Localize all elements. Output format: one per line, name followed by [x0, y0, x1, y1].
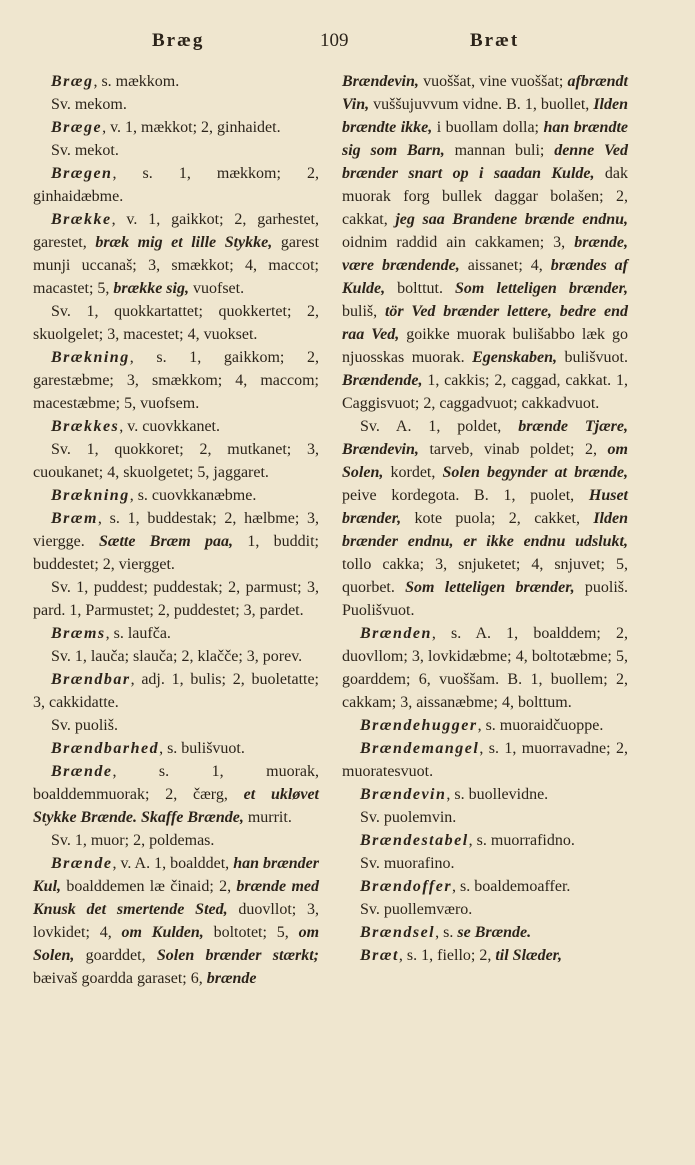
page-header: [50, 30, 645, 58]
headword: Brækning: [51, 349, 130, 366]
headword: Brægen: [51, 165, 113, 182]
definition-text: puoliš. Puolišvuot.: [342, 579, 628, 619]
headword: Brændoffer: [360, 878, 453, 895]
dictionary-entry: [342, 829, 628, 852]
dictionary-entry: [342, 921, 628, 944]
definition-text: Sv. muorafino.: [360, 855, 455, 872]
dictionary-entry: [33, 668, 319, 714]
definition-text: , s. bulišvuot.: [159, 740, 245, 757]
definition-text: Sv. 1, lauča; slauča; 2, klačče; 3, porev.: [51, 648, 303, 665]
dictionary-entry: [342, 714, 628, 737]
definition-text: , s. 1, fiello; 2,: [398, 947, 496, 964]
example-phrase: brække sig,: [113, 280, 189, 297]
definition-text: kote puola; 2, cakket,: [401, 510, 594, 527]
headword: Brækning: [51, 487, 130, 504]
definition-text: bæivaš goardda garaset; 6,: [33, 970, 207, 987]
definition-text: Sv. A. 1, poldet,: [360, 418, 519, 435]
dictionary-entry: [33, 346, 319, 415]
definition-text: kordet,: [383, 464, 443, 481]
example-phrase: jeg saa Brandene brænde endnu,: [395, 211, 629, 228]
example-phrase: han brænder Kul,: [33, 855, 319, 895]
definition-text: vuššujuvvum vidne. B. 1, buollet,: [369, 96, 594, 113]
dictionary-entry: [33, 737, 319, 760]
definition-text: murrit.: [243, 809, 292, 826]
definition-text: , s. laufča.: [105, 625, 171, 642]
definition-text: Sv. puolemvin.: [360, 809, 457, 826]
definition-text: , s. 1, buddestak; 2, hælbme; 3, viergge.: [33, 510, 319, 550]
example-phrase: brænde Tjære, Brændevin,: [342, 418, 628, 458]
definition-text: oidnim raddid ain cakkamen; 3,: [342, 234, 575, 251]
definition-text: Sv. 1, quokkartattet; quokkertet; 2, skuolgelet; 3, macestet; 4, vuokset.: [33, 303, 319, 343]
example-phrase: Brændevin,: [342, 73, 419, 90]
header-right-word: Bræt: [470, 30, 520, 51]
dictionary-entry: [33, 93, 319, 116]
dictionary-entry: [33, 622, 319, 645]
dictionary-entry: [33, 714, 319, 737]
definition-text: , v. cuovkkanet.: [119, 418, 220, 435]
definition-text: 1, buddit; buddestet; 2, viergget.: [33, 533, 320, 573]
dictionary-entry: [33, 645, 319, 668]
definition-text: , s. 1, muorravadne; 2, muoratesvuot.: [342, 740, 628, 780]
example-phrase: Som letteligen brænder,: [455, 280, 628, 297]
example-phrase: afbrændt Vin,: [342, 73, 628, 113]
dictionary-entry: [33, 760, 319, 829]
example-phrase: brændes af Kulde,: [342, 257, 629, 297]
dictionary-entry: [342, 737, 628, 783]
example-phrase: Ilden brændte ikke,: [342, 96, 628, 136]
example-phrase: brænde med Knusk det smertende Sted,: [33, 878, 320, 918]
headword: Brænden: [360, 625, 432, 642]
headword: Brænde: [51, 855, 113, 872]
example-phrase: brænde, være brændende,: [342, 234, 628, 274]
definition-text: , s. cuovkkanæbme.: [129, 487, 257, 504]
dictionary-entry: [342, 875, 628, 898]
definition-text: tarveb, vinab poldet; 2,: [418, 441, 608, 458]
definition-text: , s. 1, mækkom; 2, ginhaidæbme.: [33, 165, 319, 205]
dictionary-entry: [342, 898, 628, 921]
example-phrase: om Solen,: [33, 924, 320, 964]
definition-text: Sv. puoliš.: [51, 717, 118, 734]
example-phrase: Huset brænder,: [342, 487, 628, 527]
headword: Brændbar: [51, 671, 131, 688]
dictionary-entry: [33, 576, 319, 622]
example-phrase: brænde: [206, 970, 257, 987]
definition-text: , s. 1, muorak, boalddemmuorak; 2, čærg,: [33, 763, 319, 803]
example-phrase: Som letteligen brænder,: [405, 579, 575, 596]
example-phrase: til Slæder,: [495, 947, 563, 964]
definition-text: , s. buollevidne.: [446, 786, 549, 803]
dictionary-entry: [342, 70, 628, 415]
definition-text: , v. A. 1, boalddet,: [112, 855, 234, 872]
headword: Brække: [51, 211, 112, 228]
example-phrase: Ilden brænder endnu, er ikke endnu udslukt,: [342, 510, 628, 550]
dictionary-entry: [33, 507, 319, 576]
definition-text: garest munji uccanaš; 3, smækkot; 4, maccot; macastet; 5,: [33, 234, 320, 297]
definition-text: Sv. 1, quokkoret; 2, mutkanet; 3, cuoukanet; 4, skuolgetet; 5, jaggaret.: [33, 441, 319, 481]
headword: Bræms: [51, 625, 106, 642]
definition-text: , v. 1, gaikkot; 2, garhestet, garestet,: [33, 211, 319, 251]
headword: Bræg: [51, 73, 94, 90]
dictionary-entry: [33, 484, 319, 507]
dictionary-entry: [33, 852, 319, 990]
definition-text: , v. 1, mækkot; 2, ginhaidet.: [102, 119, 281, 136]
dictionary-entry: [33, 70, 319, 93]
definition-text: Sv. puollemværo.: [360, 901, 473, 918]
example-phrase: denne Ved brænder snart op i saadan Kulde,: [342, 142, 628, 182]
dictionary-entry: [33, 208, 319, 300]
right-column: [342, 70, 628, 967]
headword: Brændehugger: [360, 717, 478, 734]
definition-text: vuofset.: [188, 280, 245, 297]
definition-text: vuoššat, vine vuoššat;: [418, 73, 568, 90]
dictionary-entry: [33, 116, 319, 139]
definition-text: , s. 1, gaikkom; 2, garestæbme; 3, smækkom; 4, maccom; macestæbme; 5, vuofsem.: [33, 349, 319, 412]
dictionary-entry: [33, 829, 319, 852]
headword: Brændemangel: [360, 740, 480, 757]
headword: Brændestabel: [360, 832, 469, 849]
headword: Bræge: [51, 119, 103, 136]
dictionary-entry: [342, 783, 628, 806]
dictionary-entry: [342, 415, 628, 622]
definition-text: goikke muorak bulišabbo læk go njuosskas muorak.: [342, 326, 628, 366]
example-phrase: Solen brænder stærkt;: [156, 947, 319, 964]
headword: Brænde: [51, 763, 113, 780]
example-phrase: Solen begynder at brænde,: [442, 464, 628, 481]
page-number: 109: [320, 30, 349, 51]
definition-text: 1, cakkis; 2, caggad, cakkat. 1, Caggisvuot; 2, caggadvuot; cakkadvuot.: [342, 372, 628, 412]
definition-text: dak muorak forg bullek daggar bolašen; 2, cakkat,: [342, 165, 628, 228]
dictionary-entry: [342, 806, 628, 829]
definition-text: , s. muoraidčuoppe.: [477, 717, 604, 734]
example-phrase: om Solen,: [342, 441, 628, 481]
dictionary-entry: [33, 139, 319, 162]
definition-text: bulišvuot.: [556, 349, 629, 366]
headword: Brændsel: [360, 924, 436, 941]
example-phrase: tör Ved brænder lettere, bedre end raa Ved,: [342, 303, 628, 343]
header-left-word: Bræg: [152, 30, 205, 51]
definition-text: goarddet,: [74, 947, 157, 964]
definition-text: buliš,: [342, 303, 385, 320]
definition-text: boltotet; 5,: [203, 924, 299, 941]
definition-text: i buollam dolla;: [432, 119, 544, 136]
definition-text: aissanet; 4,: [459, 257, 551, 274]
left-column: [33, 70, 319, 990]
example-phrase: Sætte Bræm paa,: [99, 533, 234, 550]
definition-text: , s. muorrafidno.: [468, 832, 575, 849]
definition-text: bolttut.: [385, 280, 455, 297]
example-phrase: han brændte sig som Barn,: [342, 119, 628, 159]
definition-text: , s. boaldemoaffer.: [452, 878, 571, 895]
definition-text: , adj. 1, bulis; 2, buoletatte; 3, cakkidatte.: [33, 671, 319, 711]
headword: Brændevin: [360, 786, 447, 803]
example-phrase: Brændende,: [342, 372, 423, 389]
definition-text: , s. mækkom.: [93, 73, 180, 90]
definition-text: Sv. 1, puddest; puddestak; 2, parmust; 3, pard. 1, Parmustet; 2, puddestet; 3, pardet.: [33, 579, 319, 619]
definition-text: , s.: [435, 924, 458, 941]
headword: Bræm: [51, 510, 98, 527]
example-phrase: Egenskaben,: [472, 349, 557, 366]
dictionary-entry: [33, 415, 319, 438]
definition-text: Sv. mekom.: [51, 96, 127, 113]
dictionary-entry: [342, 622, 628, 714]
definition-text: , s. A. 1, boalddem; 2, duovllom; 3, lovkidæbme; 4, boltotæbme; 5, goarddem; 6, vuoššam. B. 1, buollem; 2, cakkam; 3, aissanæbme; 4, bolttum.: [342, 625, 628, 711]
example-phrase: se Brænde.: [457, 924, 532, 941]
definition-text: peive kordegota. B. 1, puolet,: [342, 487, 589, 504]
example-phrase: bræk mig et lille Stykke,: [95, 234, 273, 251]
definition-text: boalddemen læ činaid; 2,: [61, 878, 237, 895]
definition-text: tollo cakka; 3, snjuketet; 4, snjuvet; 5, quorbet.: [342, 556, 628, 596]
definition-text: Sv. mekot.: [51, 142, 119, 159]
headword: Brækkes: [51, 418, 120, 435]
dictionary-entry: [33, 300, 319, 346]
definition-text: duovllot; 3, lovkidet; 4,: [33, 901, 319, 941]
example-phrase: om Kulden,: [121, 924, 204, 941]
dictionary-entry: [342, 852, 628, 875]
definition-text: Sv. 1, muor; 2, poldemas.: [51, 832, 215, 849]
dictionary-entry: [342, 944, 628, 967]
dictionary-entry: [33, 162, 319, 208]
dictionary-entry: [33, 438, 319, 484]
definition-text: mannan buli;: [444, 142, 555, 159]
headword: Bræt: [360, 947, 399, 964]
example-phrase: et ukløvet Stykke Brænde. Skaffe Brænde,: [33, 786, 319, 826]
headword: Brændbarhed: [51, 740, 160, 757]
